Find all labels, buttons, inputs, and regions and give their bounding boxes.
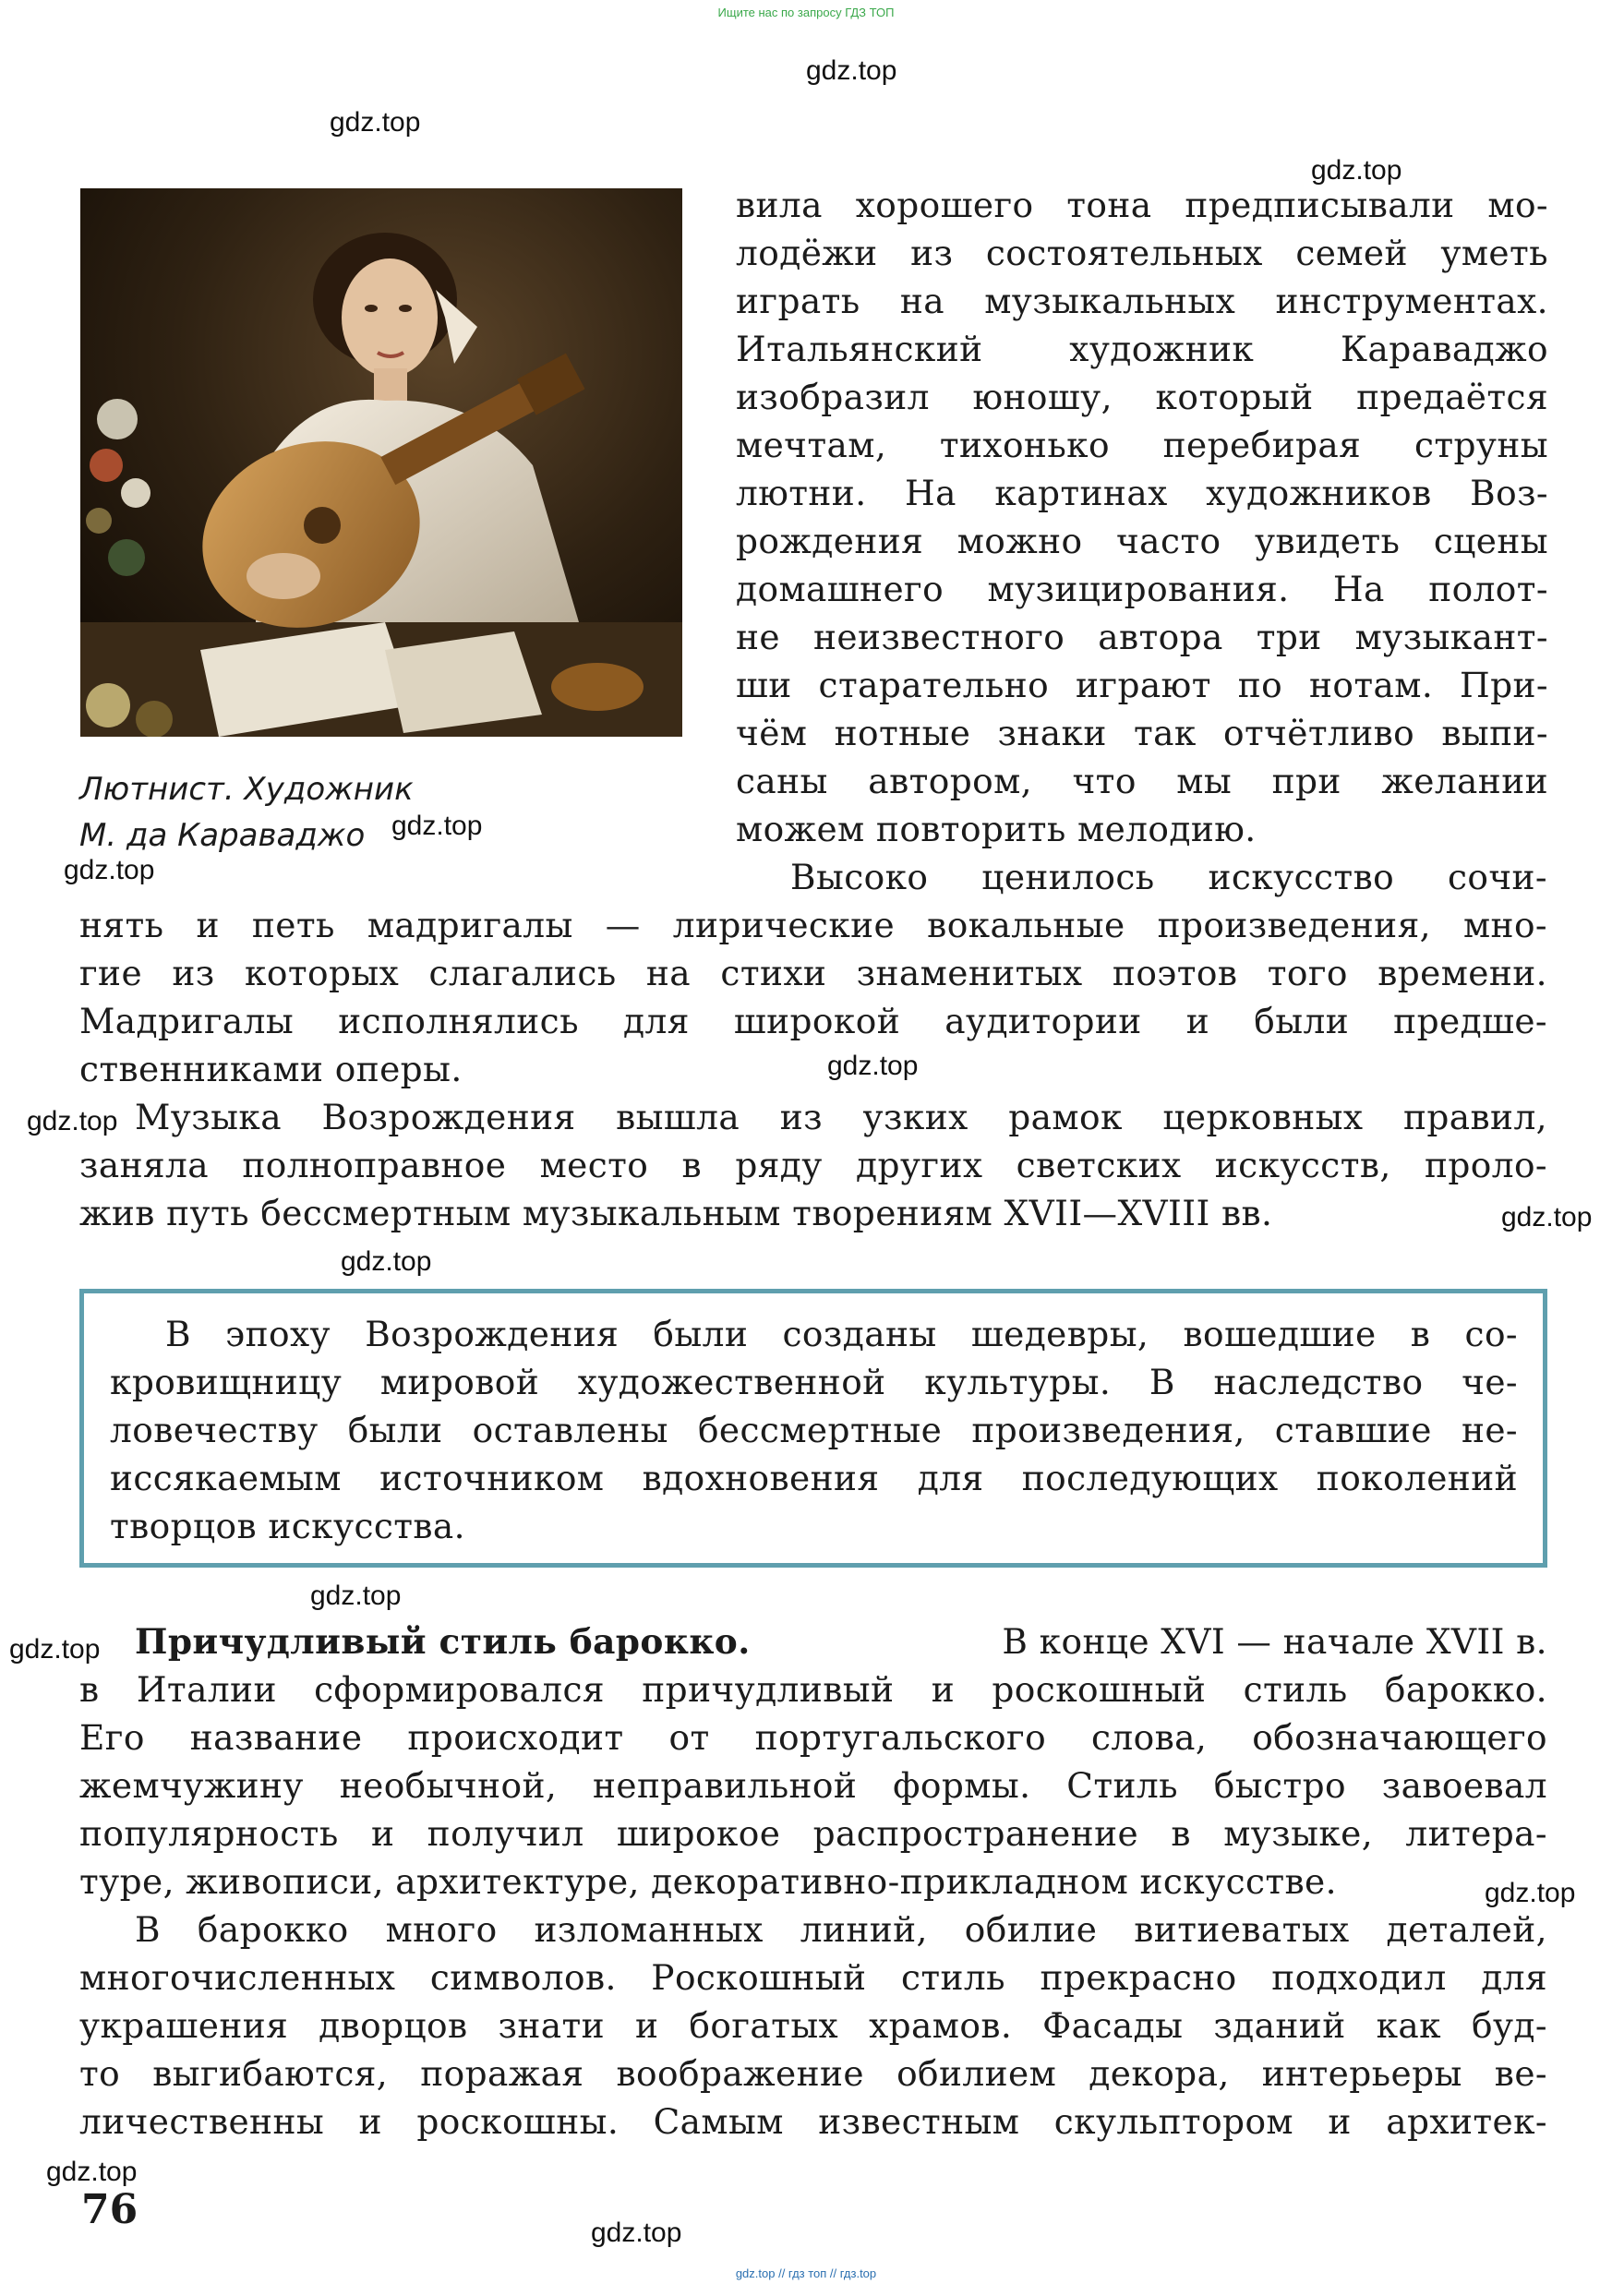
watermark: gdz.top [391,811,483,841]
text-line: ственниками оперы. [79,1049,463,1089]
watermark: gdz.top [341,1246,432,1277]
text-line: мечтам, тихонько перебирая струны [736,425,1548,465]
music-paragraph [79,1093,1547,1237]
watermark: gdz.top [827,1051,919,1081]
watermark: gdz.top [310,1581,402,1611]
watermark: gdz.top [9,1634,101,1665]
baroque-first-line [79,1617,1547,1665]
text-line: Музыка Возрождения вышла из узких рамок церковных правил, [135,1097,1547,1137]
baroque-paragraph [79,1617,1547,1905]
watermark: gdz.top [46,2157,138,2187]
lute-player-painting [80,188,682,737]
watermark: gdz.top [64,855,155,885]
text-line: рождения можно часто увидеть сцены [736,521,1548,561]
summary-box [79,1289,1547,1568]
watermark: gdz.top [1501,1202,1593,1232]
text-line: кровищницу мировой художественной культуры. В наследство че- [110,1362,1518,1402]
text-line: саны автором, что мы при желании [736,761,1548,801]
text-line: не неизвестного автора три музыкант- [736,617,1548,657]
text-line: В конце XVI — начале XVII в. [1002,1621,1547,1662]
text-line: изобразил юношу, который предаётся [736,377,1548,417]
watermark: gdz.top [806,55,897,86]
text-line: то выгибаются, поражая воображение обилием декора, интерьеры ве- [79,2053,1547,2094]
bottom-site-note: gdz.top // гдз топ // гдз.top [735,2266,877,2280]
text-line: ши старательно играют по нотам. При- [736,665,1548,705]
text-line: жив путь бессмертным музыкальным творениям XVII—XVIII вв. [79,1193,1273,1233]
text-line: лютни. На картинах художников Воз- [736,473,1548,513]
text-line: В эпоху Возрождения были созданы шедевры, вошедшие в со- [165,1314,1518,1354]
baroque-paragraph-2 [79,1905,1547,2146]
text-line: украшения дворцов знати и богатых храмов. Фасады зданий как буд- [79,2005,1547,2046]
text-line: жемчужину необычной, неправильной формы. Стиль быстро завоевал [79,1765,1547,1806]
watermark: gdz.top [330,107,421,138]
text-line: чём нотные знаки так отчётливо выпи- [736,713,1548,753]
text-line: многочисленных символов. Роскошный стиль прекрасно подходил для [79,1957,1547,1998]
top-site-note: Ищите нас по запросу ГДЗ ТОП [717,6,895,19]
text-line: творцов искусства. [110,1506,466,1546]
watermark: gdz.top [591,2218,682,2248]
page-number: 76 [81,2186,138,2233]
text-line: ловечеству были оставлены бессмертные произведения, ставшие не- [110,1410,1518,1450]
watermark: gdz.top [1311,155,1402,186]
text-line: лодёжи из состоятельных семей уметь [736,233,1548,273]
text-line: Высоко ценилось искусство сочи- [790,857,1547,897]
madrigal-paragraph [79,853,1547,1093]
section-heading: Причудливый стиль барокко. [135,1621,751,1662]
text-line: В барокко много изломанных линий, обилие витиеватых деталей, [135,1909,1547,1950]
text-line: популярность и получил широкое распространение в музыке, литера- [79,1813,1547,1854]
text-line: иссякаемым источником вдохновения для последующих поколений [110,1458,1518,1498]
caption-line-1: Лютнист. Художник [79,771,414,808]
text-line: Мадригалы исполнялись для широкой аудитории и были предше- [79,1001,1547,1041]
text-line: вила хорошего тона предписывали мо- [736,185,1548,225]
text-line: нять и петь мадригалы — лирические вокальные произведения, мно- [79,905,1547,945]
watermark: gdz.top [1485,1878,1576,1908]
text-line: гие из которых слагались на стихи знаменитых поэтов того времени. [79,953,1547,993]
summary-text [110,1310,1518,1550]
painting-caption [79,766,414,859]
text-line: личественны и роскошны. Самым известным скульптором и архитек- [79,2101,1547,2142]
watermark: gdz.top [27,1106,118,1136]
text-line: играть на музыкальных инструментах. [736,281,1548,321]
intro-paragraph [736,181,1548,853]
text-line: заняла полноправное место в ряду других светских искусств, проло- [79,1145,1547,1185]
caption-line-2: М. да Караваджо [79,817,366,854]
text-line: домашнего музицирования. На полот- [736,569,1548,609]
text-line: Его название происходит от португальского слова, обозначающего [79,1717,1547,1758]
text-line: туре, живописи, архитектуре, декоративно-прикладном искусстве. [79,1861,1337,1902]
text-line: можем повторить мелодию. [736,809,1257,849]
text-line: Итальянский художник Караваджо [736,329,1548,369]
text-line: в Италии сформировался причудливый и роскошный стиль барокко. [79,1669,1547,1710]
lute-player-illustration [80,188,682,737]
